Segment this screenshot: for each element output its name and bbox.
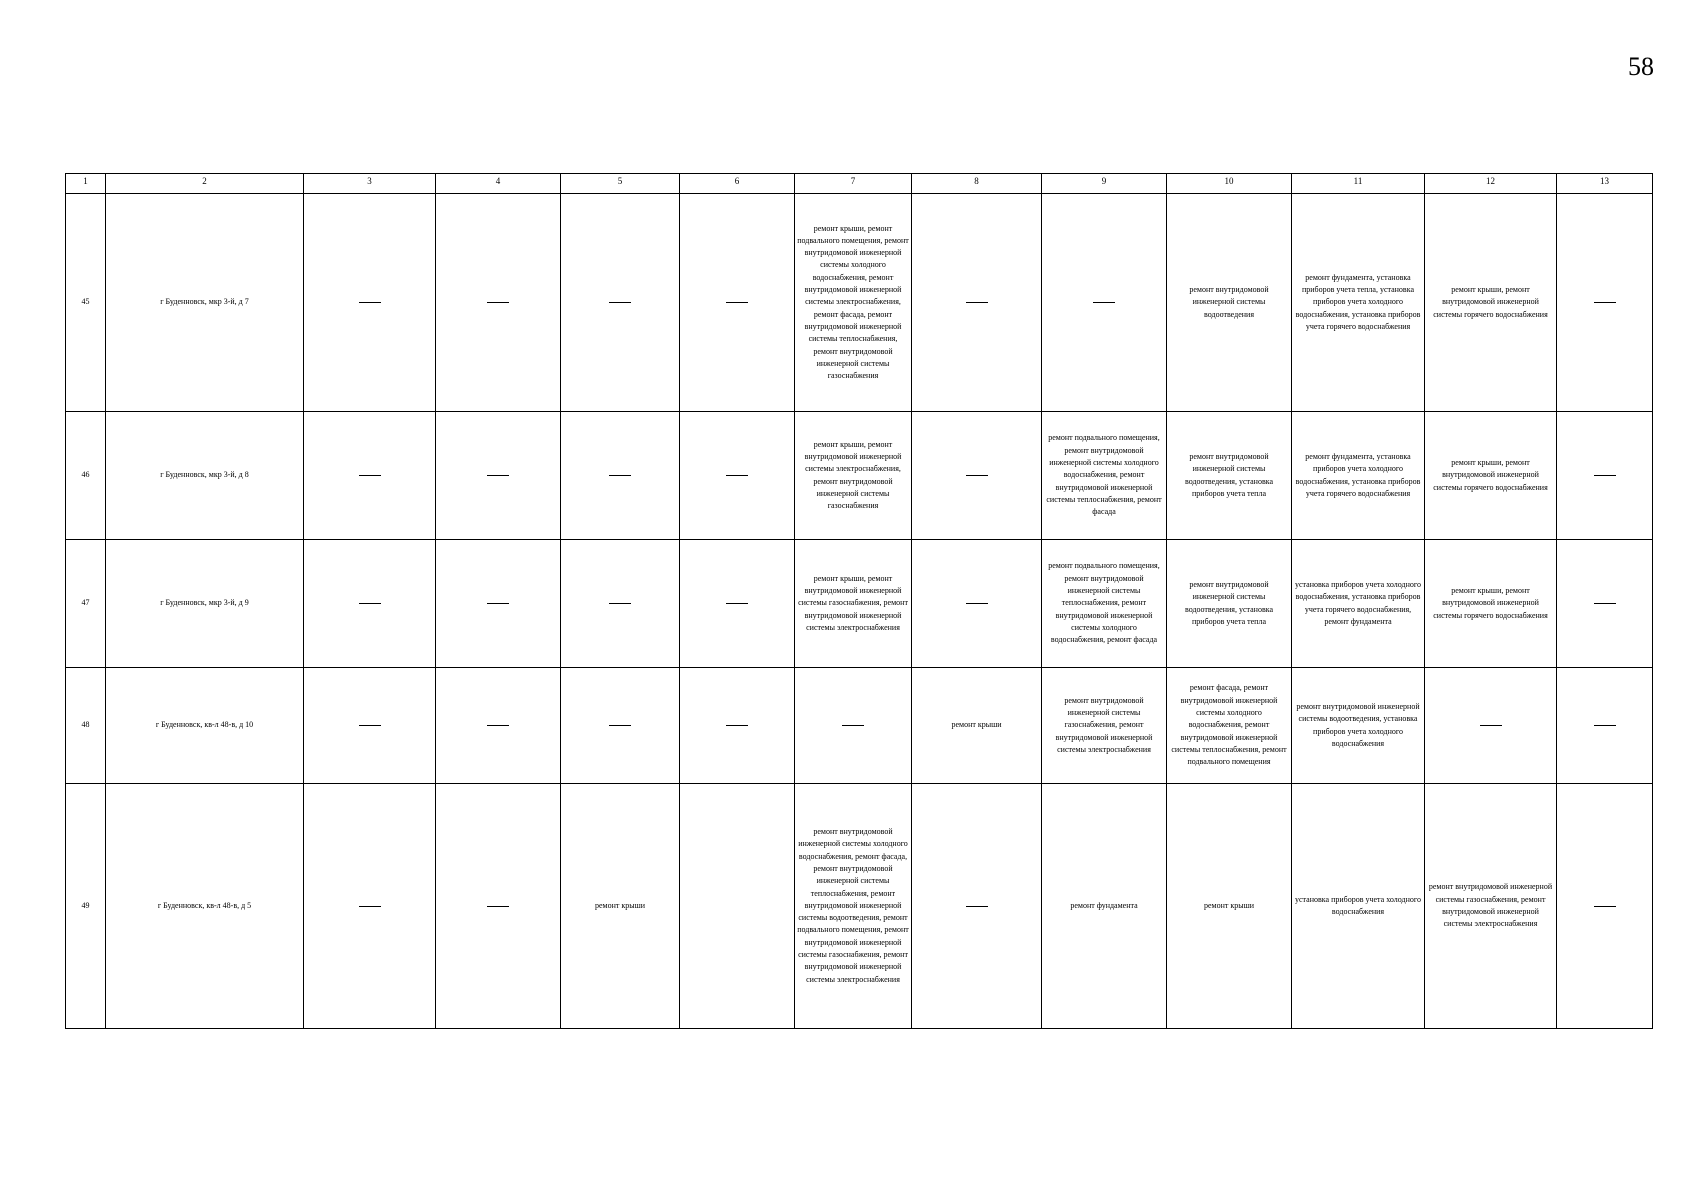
dash-mark <box>726 475 748 476</box>
dash-mark <box>487 302 509 303</box>
dash-mark <box>1594 906 1616 907</box>
empty-cell <box>436 668 561 784</box>
column-number: 9 <box>1042 174 1167 194</box>
table-row <box>66 668 1653 784</box>
empty-cell <box>680 194 795 412</box>
dash-mark <box>609 475 631 476</box>
column-number: 7 <box>795 174 912 194</box>
column-number: 4 <box>436 174 561 194</box>
table-row <box>66 540 1653 668</box>
column-number: 12 <box>1425 174 1557 194</box>
column-number: 2 <box>106 174 304 194</box>
dash-mark <box>359 603 381 604</box>
empty-cell <box>912 540 1042 668</box>
empty-cell <box>436 412 561 540</box>
works-cell: ремонт крыши <box>561 784 680 1029</box>
dash-mark <box>487 475 509 476</box>
column-number: 11 <box>1292 174 1425 194</box>
address-cell: г Буденновск, мкр 3-й, д 7 <box>106 194 304 412</box>
empty-cell <box>304 668 436 784</box>
address-cell: г Буденновск, кв-л 48-в, д 10 <box>106 668 304 784</box>
works-cell: ремонт крыши <box>1167 784 1292 1029</box>
empty-cell <box>1425 668 1557 784</box>
row-number: 48 <box>66 668 106 784</box>
dash-mark <box>726 725 748 726</box>
empty-cell <box>680 784 795 1029</box>
empty-cell <box>304 412 436 540</box>
works-cell: ремонт крыши, ремонт подвального помещения, ремонт внутридомовой инженерной системы холодного водоснабжения, ремонт внутридомовой инженерной системы электроснабжения, ремонт фасада, ремонт внутридомовой инженерной системы теплоснабжения, ремонт внутридомовой инженерной системы газоснабжения <box>795 194 912 412</box>
dash-mark <box>1093 302 1115 303</box>
works-cell: ремонт внутридомовой инженерной системы водоотведения, установка приборов учета холодного водоснабжения <box>1292 668 1425 784</box>
dash-mark <box>1594 725 1616 726</box>
empty-cell <box>680 668 795 784</box>
column-number: 6 <box>680 174 795 194</box>
works-cell: ремонт фундамента <box>1042 784 1167 1029</box>
works-cell: ремонт фундамента, установка приборов учета холодного водоснабжения, установка приборов учета горячего водоснабжения <box>1292 412 1425 540</box>
empty-cell <box>304 540 436 668</box>
dash-mark <box>359 725 381 726</box>
dash-mark <box>609 302 631 303</box>
works-cell: установка приборов учета холодного водоснабжения, установка приборов учета горячего водоснабжения, ремонт фундамента <box>1292 540 1425 668</box>
dash-mark <box>609 603 631 604</box>
works-cell: ремонт внутридомовой инженерной системы водоотведения <box>1167 194 1292 412</box>
dash-mark <box>726 302 748 303</box>
works-cell: ремонт фундамента, установка приборов учета тепла, установка приборов учета холодного водоснабжения, установка приборов учета горячего водоснабжения <box>1292 194 1425 412</box>
works-cell: ремонт внутридомовой инженерной системы газоснабжения, ремонт внутридомовой инженерной системы электроснабжения <box>1042 668 1167 784</box>
empty-cell <box>1042 194 1167 412</box>
empty-cell <box>436 784 561 1029</box>
address-cell: г Буденновск, кв-л 48-в, д 5 <box>106 784 304 1029</box>
works-cell: ремонт внутридомовой инженерной системы водоотведения, установка приборов учета тепла <box>1167 540 1292 668</box>
dash-mark <box>1480 725 1502 726</box>
works-cell: ремонт крыши, ремонт внутридомовой инженерной системы горячего водоснабжения <box>1425 412 1557 540</box>
works-cell: установка приборов учета холодного водоснабжения <box>1292 784 1425 1029</box>
empty-cell <box>1557 668 1653 784</box>
dash-mark <box>487 906 509 907</box>
empty-cell <box>561 540 680 668</box>
row-number: 49 <box>66 784 106 1029</box>
works-cell: ремонт крыши, ремонт внутридомовой инженерной системы горячего водоснабжения <box>1425 540 1557 668</box>
empty-cell <box>912 784 1042 1029</box>
empty-cell <box>304 784 436 1029</box>
dash-mark <box>1594 475 1616 476</box>
dash-mark <box>1594 603 1616 604</box>
table-row <box>66 412 1653 540</box>
empty-cell <box>680 540 795 668</box>
column-number: 8 <box>912 174 1042 194</box>
empty-cell <box>304 194 436 412</box>
table-row <box>66 194 1653 412</box>
empty-cell <box>680 412 795 540</box>
dash-mark <box>359 302 381 303</box>
column-number: 3 <box>304 174 436 194</box>
column-number: 5 <box>561 174 680 194</box>
row-number: 46 <box>66 412 106 540</box>
empty-cell <box>795 668 912 784</box>
empty-cell <box>1557 194 1653 412</box>
empty-cell <box>561 412 680 540</box>
works-cell: ремонт фасада, ремонт внутридомовой инженерной системы холодного водоснабжения, ремонт внутридомовой инженерной системы теплоснабжения, ремонт подвального помещения <box>1167 668 1292 784</box>
empty-cell <box>436 540 561 668</box>
works-cell: ремонт крыши, ремонт внутридомовой инженерной системы горячего водоснабжения <box>1425 194 1557 412</box>
page-number: 58 <box>1628 52 1654 81</box>
table-row <box>66 784 1653 1029</box>
works-cell: ремонт внутридомовой инженерной системы газоснабжения, ремонт внутридомовой инженерной системы электроснабжения <box>1425 784 1557 1029</box>
empty-cell <box>912 412 1042 540</box>
dash-mark <box>966 603 988 604</box>
row-number: 45 <box>66 194 106 412</box>
works-cell: ремонт внутридомовой инженерной системы водоотведения, установка приборов учета тепла <box>1167 412 1292 540</box>
empty-cell <box>1557 784 1653 1029</box>
empty-cell <box>561 668 680 784</box>
dash-mark <box>1594 302 1616 303</box>
column-number: 13 <box>1557 174 1653 194</box>
dash-mark <box>842 725 864 726</box>
works-cell: ремонт крыши <box>912 668 1042 784</box>
dash-mark <box>966 302 988 303</box>
empty-cell <box>912 194 1042 412</box>
dash-mark <box>359 475 381 476</box>
column-number-row <box>66 174 1653 194</box>
address-cell: г Буденновск, мкр 3-й, д 8 <box>106 412 304 540</box>
repair-schedule-table <box>65 173 1653 1029</box>
row-number: 47 <box>66 540 106 668</box>
dash-mark <box>726 603 748 604</box>
column-number: 10 <box>1167 174 1292 194</box>
works-cell: ремонт внутридомовой инженерной системы холодного водоснабжения, ремонт фасада, ремонт внутридомовой инженерной системы теплоснабжения, ремонт внутридомовой инженерной системы водоотведения, ремонт подвального помещения, ремонт внутридомовой инженерной системы газоснабжения, ремонт внутридомовой инженерной системы электроснабжения <box>795 784 912 1029</box>
dash-mark <box>359 906 381 907</box>
empty-cell <box>1557 412 1653 540</box>
works-cell: ремонт подвального помещения, ремонт внутридомовой инженерной системы теплоснабжения, ремонт внутридомовой инженерной системы холодного водоснабжения, ремонт фасада <box>1042 540 1167 668</box>
address-cell: г Буденновск, мкр 3-й, д 9 <box>106 540 304 668</box>
empty-cell <box>1557 540 1653 668</box>
dash-mark <box>609 725 631 726</box>
dash-mark <box>487 725 509 726</box>
works-cell: ремонт подвального помещения, ремонт внутридомовой инженерной системы холодного водоснабжения, ремонт внутридомовой инженерной системы теплоснабжения, ремонт фасада <box>1042 412 1167 540</box>
dash-mark <box>966 906 988 907</box>
empty-cell <box>561 194 680 412</box>
works-cell: ремонт крыши, ремонт внутридомовой инженерной системы газоснабжения, ремонт внутридомовой инженерной системы электроснабжения <box>795 540 912 668</box>
column-number: 1 <box>66 174 106 194</box>
works-cell: ремонт крыши, ремонт внутридомовой инженерной системы электроснабжения, ремонт внутридомовой инженерной системы газоснабжения <box>795 412 912 540</box>
dash-mark <box>487 603 509 604</box>
dash-mark <box>966 475 988 476</box>
empty-cell <box>436 194 561 412</box>
